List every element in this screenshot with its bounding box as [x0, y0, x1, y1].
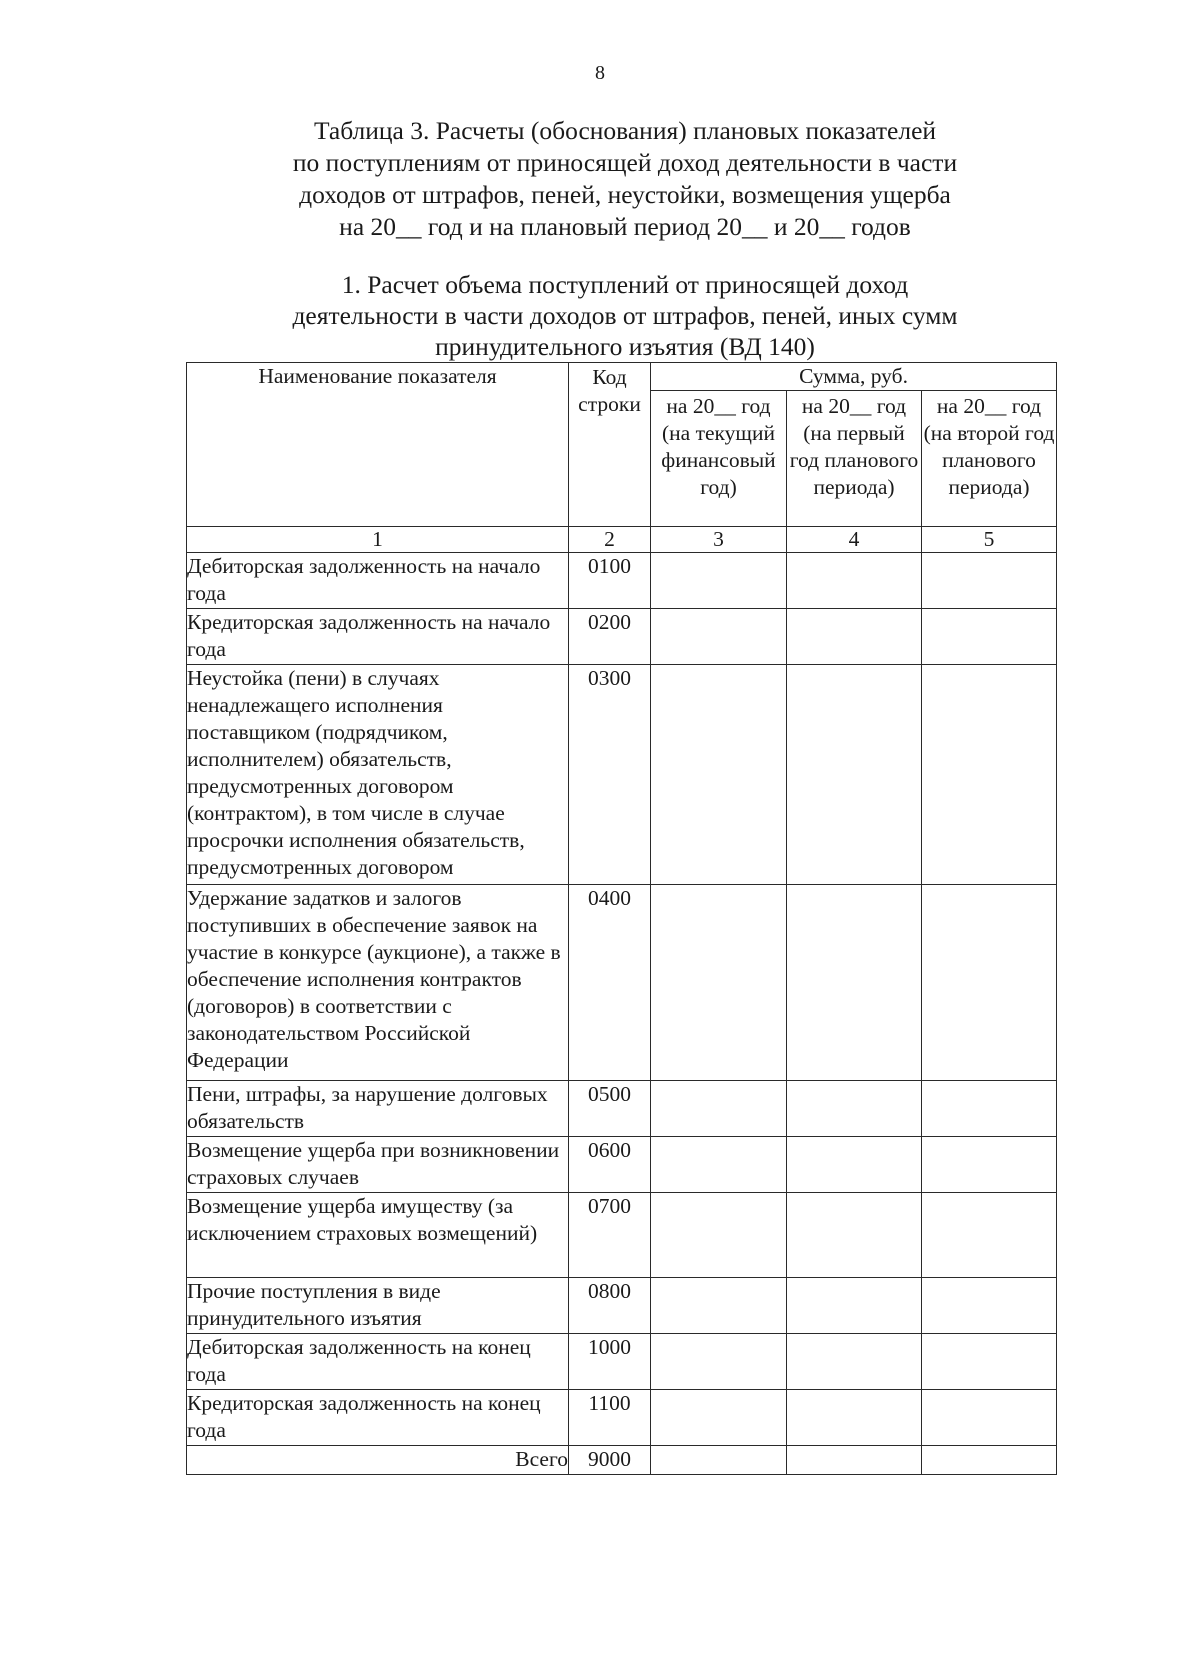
- calculation-table: [186, 362, 1057, 1475]
- row-value-second-plan[interactable]: [922, 1081, 1057, 1137]
- row-name: Неустойка (пени) в случаях ненадлежащего исполнения поставщиком (подрядчиком, исполнителем) обязательств, предусмотренных договором (контрактом), в том числе в случае просрочки исполнения обязательств, предусмотренных договором: [187, 665, 569, 885]
- table-row: [187, 885, 1057, 1081]
- section-title-line: деятельности в части доходов от штрафов, пеней, иных сумм: [292, 301, 958, 330]
- table-row: [187, 665, 1057, 885]
- document-title: [200, 115, 1050, 243]
- row-name: Прочие поступления в виде принудительного изъятия: [187, 1278, 569, 1334]
- row-value-first-plan[interactable]: [787, 1081, 922, 1137]
- row-value-second-plan[interactable]: [922, 1193, 1057, 1278]
- table-row: [187, 1278, 1057, 1334]
- row-value-first-plan[interactable]: [787, 1193, 922, 1278]
- row-code: 0700: [569, 1193, 651, 1278]
- row-value-second-plan[interactable]: [922, 665, 1057, 885]
- row-name: Возмещение ущерба имуществу (за исключением страховых возмещений): [187, 1193, 569, 1278]
- table-row: [187, 1081, 1057, 1137]
- row-value-first-plan[interactable]: [787, 1390, 922, 1446]
- column-number: 1: [187, 527, 569, 553]
- section-title: [200, 269, 1050, 362]
- row-value-current[interactable]: [651, 553, 787, 609]
- row-code: 0400: [569, 885, 651, 1081]
- row-value-first-plan[interactable]: [787, 1137, 922, 1193]
- table-row: [187, 1193, 1057, 1278]
- row-value-second-plan[interactable]: [922, 609, 1057, 665]
- row-code: 0100: [569, 553, 651, 609]
- total-code: 9000: [569, 1446, 651, 1475]
- total-value-first-plan[interactable]: [787, 1446, 922, 1475]
- row-name: Кредиторская задолженность на конец года: [187, 1390, 569, 1446]
- column-number: 5: [922, 527, 1057, 553]
- row-value-current[interactable]: [651, 1081, 787, 1137]
- table-row: [187, 1390, 1057, 1446]
- row-value-current[interactable]: [651, 885, 787, 1081]
- row-value-first-plan[interactable]: [787, 665, 922, 885]
- row-value-current[interactable]: [651, 1278, 787, 1334]
- column-number: 4: [787, 527, 922, 553]
- header-sum-current-year: на 20__ год (на текущий финансовый год): [651, 391, 787, 527]
- row-value-first-plan[interactable]: [787, 1334, 922, 1390]
- row-name: Удержание задатков и залогов поступивших в обеспечение заявок на участие в конкурсе (аукционе), а также в обеспечение исполнения контрактов (договоров) в соответствии с законодательством Российской Федерации: [187, 885, 569, 1081]
- row-code: 1000: [569, 1334, 651, 1390]
- total-label: Всего: [187, 1446, 569, 1475]
- row-value-first-plan[interactable]: [787, 1278, 922, 1334]
- column-number: 3: [651, 527, 787, 553]
- row-value-current[interactable]: [651, 1334, 787, 1390]
- table-row: [187, 553, 1057, 609]
- document-title-line: на 20__ год и на плановый период 20__ и 20__ годов: [339, 212, 911, 241]
- header-code: Код строки: [569, 363, 651, 527]
- header-name: Наименование показателя: [187, 363, 569, 527]
- header-sum-second-plan-year: на 20__ год (на второй год планового периода): [922, 391, 1057, 527]
- row-name: Дебиторская задолженность на конец года: [187, 1334, 569, 1390]
- row-name: Дебиторская задолженность на начало года: [187, 553, 569, 609]
- row-code: 0300: [569, 665, 651, 885]
- row-value-second-plan[interactable]: [922, 1390, 1057, 1446]
- row-value-second-plan[interactable]: [922, 885, 1057, 1081]
- row-value-second-plan[interactable]: [922, 1278, 1057, 1334]
- row-value-second-plan[interactable]: [922, 1334, 1057, 1390]
- section-title-line: принудительного изъятия (ВД 140): [435, 332, 815, 361]
- row-code: 0800: [569, 1278, 651, 1334]
- row-value-current[interactable]: [651, 1137, 787, 1193]
- total-value-current[interactable]: [651, 1446, 787, 1475]
- row-value-second-plan[interactable]: [922, 1137, 1057, 1193]
- table-row: [187, 1334, 1057, 1390]
- row-code: 0500: [569, 1081, 651, 1137]
- document-title-line: доходов от штрафов, пеней, неустойки, возмещения ущерба: [299, 180, 951, 209]
- row-value-current[interactable]: [651, 665, 787, 885]
- total-row: [187, 1446, 1057, 1475]
- document-title-line: Таблица 3. Расчеты (обоснования) плановых показателей: [313, 116, 937, 145]
- header-sum-first-plan-year: на 20__ год (на первый год планового периода): [787, 391, 922, 527]
- total-value-second-plan[interactable]: [922, 1446, 1057, 1475]
- row-value-current[interactable]: [651, 1193, 787, 1278]
- header-sum-group: Сумма, руб.: [651, 363, 1057, 391]
- row-value-first-plan[interactable]: [787, 885, 922, 1081]
- row-code: 0200: [569, 609, 651, 665]
- row-value-current[interactable]: [651, 609, 787, 665]
- table-row: [187, 609, 1057, 665]
- column-number: 2: [569, 527, 651, 553]
- section-title-line: 1. Расчет объема поступлений от приносящей доход: [341, 270, 909, 299]
- row-code: 1100: [569, 1390, 651, 1446]
- row-name: Пени, штрафы, за нарушение долговых обязательств: [187, 1081, 569, 1137]
- row-name: Кредиторская задолженность на начало года: [187, 609, 569, 665]
- row-name: Возмещение ущерба при возникновении страховых случаев: [187, 1137, 569, 1193]
- row-value-first-plan[interactable]: [787, 553, 922, 609]
- row-value-second-plan[interactable]: [922, 553, 1057, 609]
- page-number: 8: [595, 62, 605, 84]
- table-row: [187, 1137, 1057, 1193]
- row-code: 0600: [569, 1137, 651, 1193]
- row-value-current[interactable]: [651, 1390, 787, 1446]
- row-value-first-plan[interactable]: [787, 609, 922, 665]
- document-title-line: по поступлениям от приносящей доход деятельности в части: [292, 148, 958, 177]
